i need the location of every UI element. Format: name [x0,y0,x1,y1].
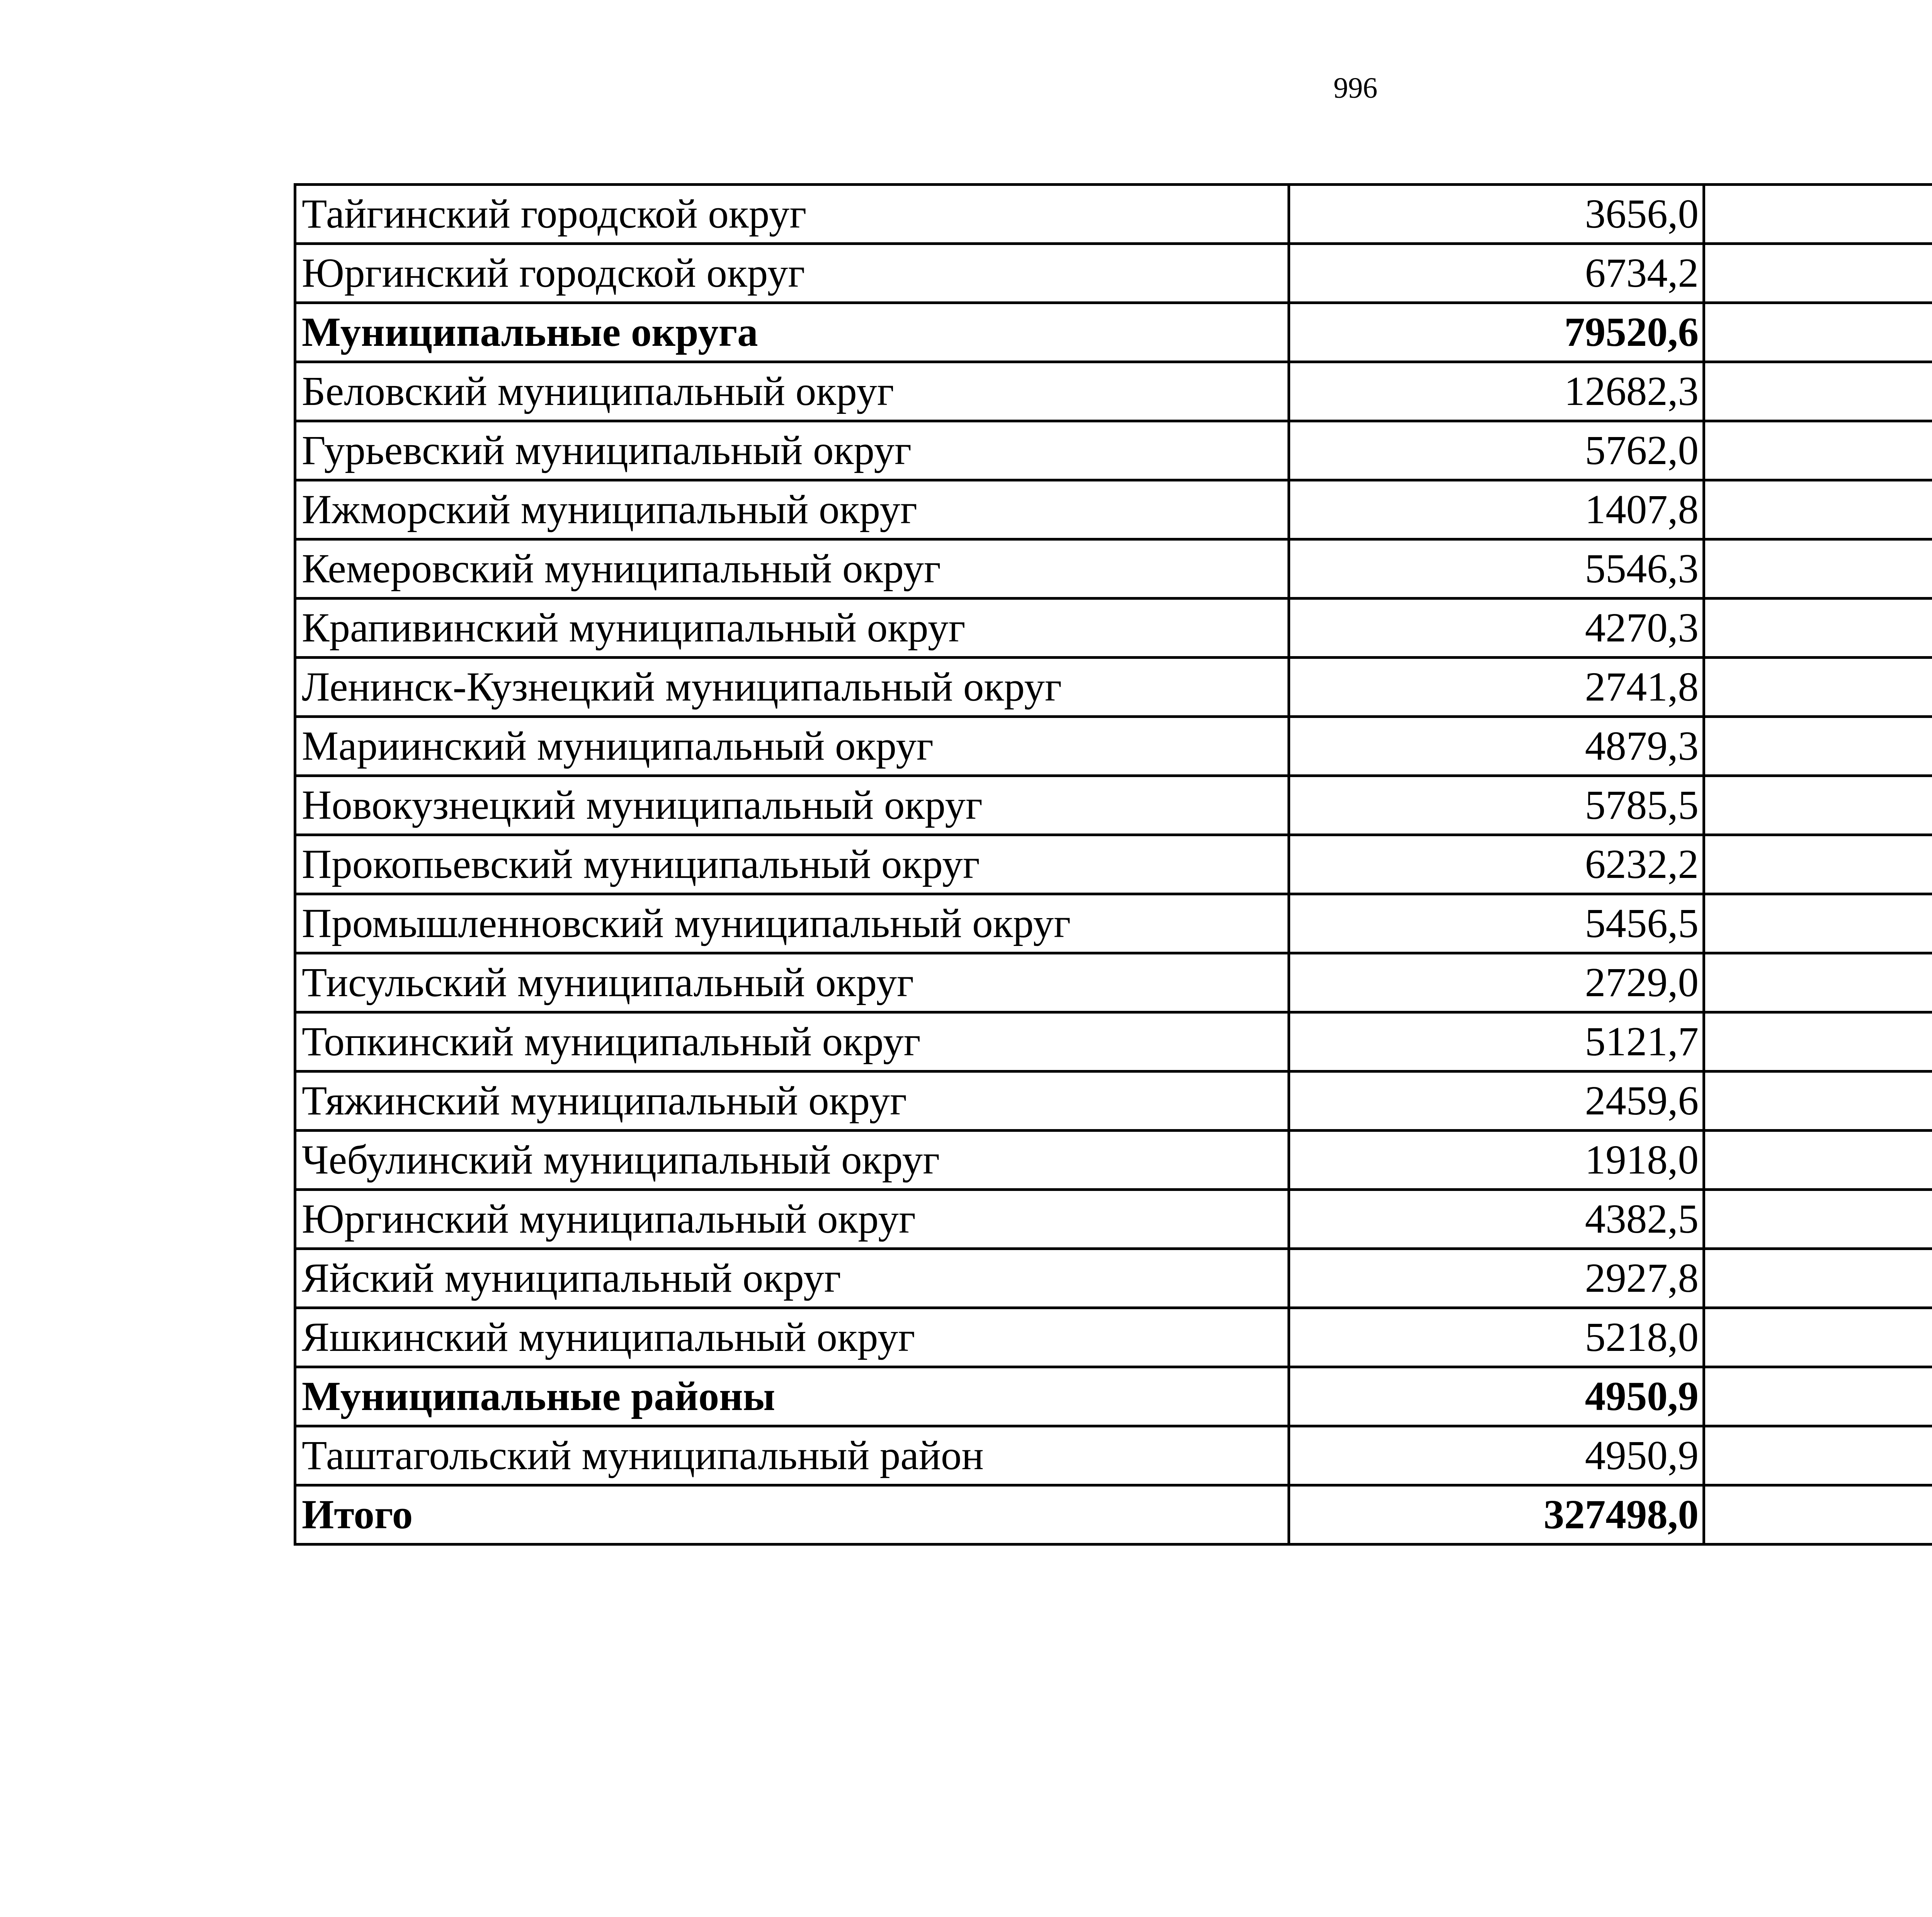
table-row [295,244,1932,303]
cell-value-1: 1918,0 [1289,1131,1704,1190]
cell-value-2 [1704,1249,1932,1308]
cell-municipality-name: Промышленновский муниципальный округ [295,894,1289,953]
cell-municipality-name: Прокопьевский муниципальный округ [295,835,1289,894]
table-row [295,717,1932,776]
cell-value-1: 6734,2 [1289,244,1704,303]
cell-value-1: 6232,2 [1289,835,1704,894]
cell-value-2 [1704,185,1932,244]
table-row [295,599,1932,658]
table-row [295,1308,1932,1367]
cell-value-2 [1704,539,1932,599]
table-row [295,894,1932,953]
table-row [295,835,1932,894]
cell-value-2 [1704,1367,1932,1426]
cell-value-1: 2459,6 [1289,1072,1704,1131]
table-row-subtotal [295,303,1932,362]
table-row [295,1190,1932,1249]
cell-value-2 [1704,362,1932,421]
cell-value-1: 5762,0 [1289,421,1704,480]
cell-value-1: 2927,8 [1289,1249,1704,1308]
cell-value-2 [1704,835,1932,894]
table-row [295,1131,1932,1190]
cell-value-1: 5456,5 [1289,894,1704,953]
table-body [295,185,1932,1544]
cell-municipality-name: Ленинск-Кузнецкий муниципальный округ [295,658,1289,717]
cell-municipality-name: Муниципальные округа [295,303,1289,362]
cell-municipality-name: Гурьевский муниципальный округ [295,421,1289,480]
cell-value-2 [1704,303,1932,362]
table-row [295,1012,1932,1072]
table-row [295,185,1932,244]
cell-value-1: 1407,8 [1289,480,1704,539]
cell-municipality-name: Яшкинский муниципальный округ [295,1308,1289,1367]
cell-value-2 [1704,244,1932,303]
table-row [295,362,1932,421]
cell-value-1: 4950,9 [1289,1426,1704,1485]
table-row [295,1249,1932,1308]
budget-table [294,183,1932,1546]
cell-municipality-name: Мариинский муниципальный округ [295,717,1289,776]
cell-value-2 [1704,1072,1932,1131]
cell-value-2 [1704,480,1932,539]
cell-value-2 [1704,1426,1932,1485]
cell-municipality-name: Юргинский муниципальный округ [295,1190,1289,1249]
cell-municipality-name: Тисульский муниципальный округ [295,953,1289,1012]
cell-municipality-name: Чебулинский муниципальный округ [295,1131,1289,1190]
table-row-subtotal [295,1485,1932,1544]
cell-municipality-name: Топкинский муниципальный округ [295,1012,1289,1072]
cell-value-2 [1704,953,1932,1012]
cell-value-1: 4950,9 [1289,1367,1704,1426]
cell-municipality-name: Крапивинский муниципальный округ [295,599,1289,658]
table-row [295,539,1932,599]
cell-municipality-name: Таштагольский муниципальный район [295,1426,1289,1485]
cell-value-1: 5121,7 [1289,1012,1704,1072]
cell-value-1: 327498,0 [1289,1485,1704,1544]
cell-value-2 [1704,1308,1932,1367]
cell-value-2 [1704,776,1932,835]
page-number: 996 [1333,72,1378,104]
cell-municipality-name: Яйский муниципальный округ [295,1249,1289,1308]
table-row [295,421,1932,480]
cell-value-2 [1704,599,1932,658]
table-row-subtotal [295,1367,1932,1426]
table-row [295,1072,1932,1131]
table-row [295,953,1932,1012]
cell-municipality-name: Юргинский городской округ [295,244,1289,303]
cell-municipality-name: Тяжинский муниципальный округ [295,1072,1289,1131]
cell-value-1: 4382,5 [1289,1190,1704,1249]
cell-value-1: 79520,6 [1289,303,1704,362]
cell-municipality-name: Муниципальные районы [295,1367,1289,1426]
cell-value-2 [1704,421,1932,480]
cell-value-1: 5218,0 [1289,1308,1704,1367]
cell-municipality-name: Тайгинский городской округ [295,185,1289,244]
table-row [295,480,1932,539]
cell-municipality-name: Ижморский муниципальный округ [295,480,1289,539]
cell-value-1: 2741,8 [1289,658,1704,717]
cell-municipality-name: Итого [295,1485,1289,1544]
cell-value-2 [1704,717,1932,776]
cell-value-1: 3656,0 [1289,185,1704,244]
cell-value-2 [1704,1131,1932,1190]
cell-value-2 [1704,1012,1932,1072]
cell-municipality-name: Кемеровский муниципальный округ [295,539,1289,599]
cell-value-1: 2729,0 [1289,953,1704,1012]
cell-value-1: 5546,3 [1289,539,1704,599]
cell-municipality-name: Новокузнецкий муниципальный округ [295,776,1289,835]
cell-value-1: 4270,3 [1289,599,1704,658]
cell-municipality-name: Беловский муниципальный округ [295,362,1289,421]
cell-value-2 [1704,658,1932,717]
table-row [295,1426,1932,1485]
table-row [295,658,1932,717]
cell-value-2 [1704,894,1932,953]
cell-value-1: 4879,3 [1289,717,1704,776]
table-row [295,776,1932,835]
cell-value-1: 5785,5 [1289,776,1704,835]
cell-value-2 [1704,1485,1932,1544]
cell-value-2 [1704,1190,1932,1249]
cell-value-1: 12682,3 [1289,362,1704,421]
